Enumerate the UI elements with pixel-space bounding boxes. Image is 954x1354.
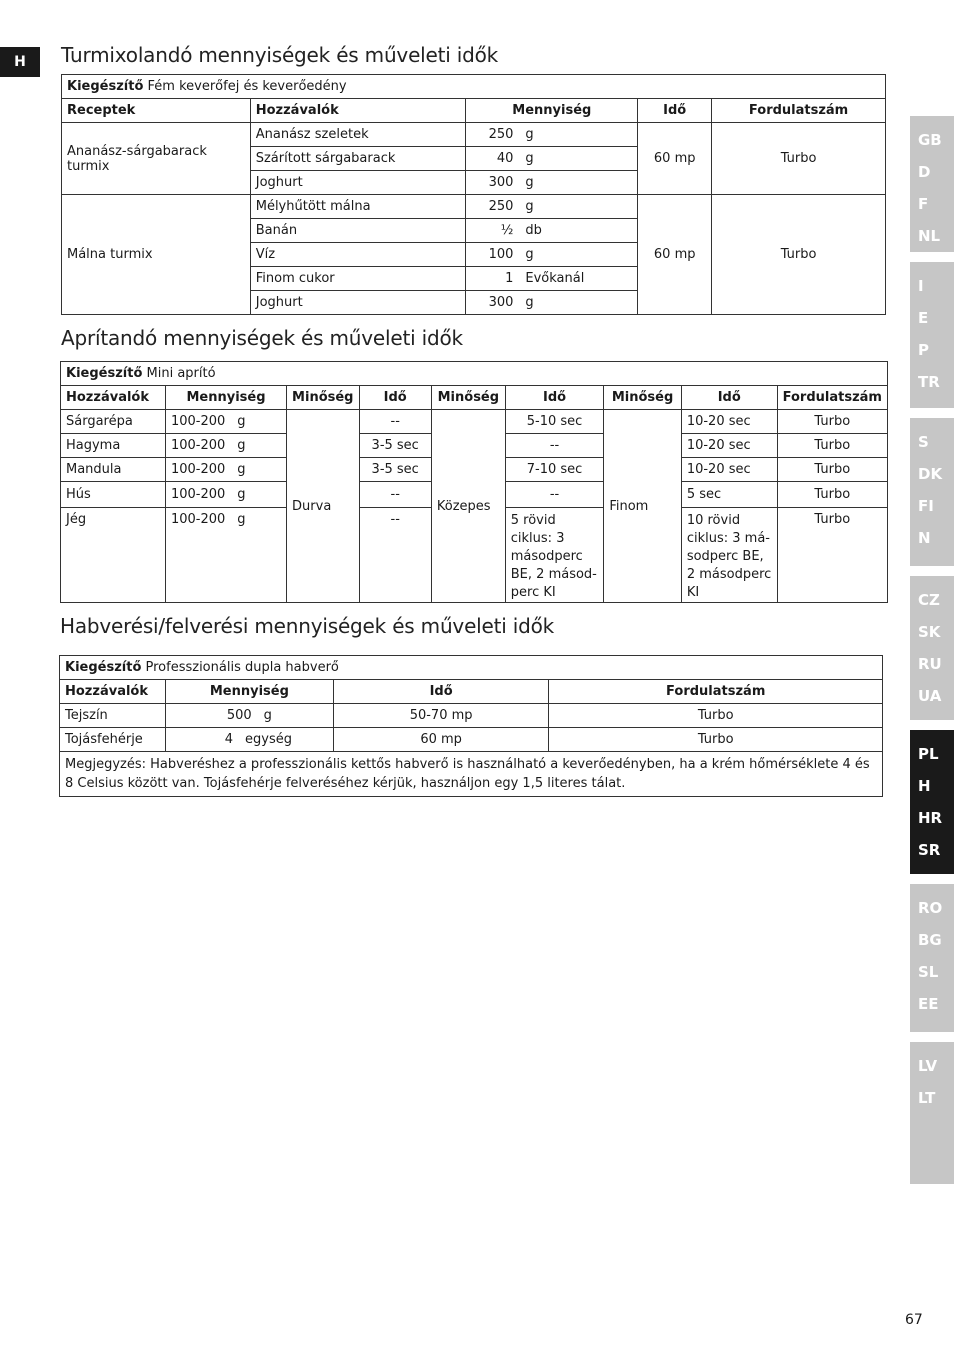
lang-code[interactable]: H bbox=[918, 777, 931, 795]
unit: g bbox=[237, 512, 246, 527]
unit: g bbox=[525, 199, 534, 214]
amount: 100-200 bbox=[170, 512, 226, 527]
ingredient: Hagyma bbox=[61, 434, 166, 458]
speed: Turbo bbox=[777, 410, 887, 434]
ingredient: Sárgarépa bbox=[61, 410, 166, 434]
col-header: Hozzávalók bbox=[61, 386, 166, 410]
amount: 100-200 bbox=[170, 487, 226, 502]
whip-caption-row bbox=[60, 656, 883, 680]
speed: Turbo bbox=[549, 728, 883, 752]
amount: 100 bbox=[488, 247, 514, 262]
table-row bbox=[61, 410, 888, 434]
time-medium: 5-10 sec bbox=[505, 410, 604, 434]
time: 50-70 mp bbox=[333, 704, 549, 728]
speed: Turbo bbox=[549, 704, 883, 728]
speed: Turbo bbox=[777, 482, 887, 508]
ingredient: Szárított sárgabarack bbox=[250, 147, 466, 171]
amount: 300 bbox=[488, 295, 514, 310]
lang-group bbox=[910, 262, 954, 408]
ingredient: Víz bbox=[250, 243, 466, 267]
ingredient: Mandula bbox=[61, 458, 166, 482]
lang-code[interactable]: LT bbox=[918, 1089, 936, 1107]
time-coarse: -- bbox=[359, 410, 431, 434]
unit: Evőkanál bbox=[525, 271, 585, 286]
time-fine: 5 sec bbox=[681, 482, 777, 508]
amount: 250 bbox=[488, 199, 514, 214]
ingredient: Tejszín bbox=[60, 704, 166, 728]
caption-label: Kiegészítő bbox=[67, 79, 144, 94]
ingredient: Banán bbox=[250, 219, 466, 243]
whip-section-title: Habverési/felverési mennyiségek és műveleti idők bbox=[60, 614, 555, 638]
col-header: Fordulatszám bbox=[549, 680, 883, 704]
col-header: Minőség bbox=[287, 386, 359, 410]
ingredient: Joghurt bbox=[250, 291, 466, 315]
lang-code[interactable]: DK bbox=[918, 465, 943, 483]
lang-code[interactable]: HR bbox=[918, 809, 943, 827]
quality-medium: Közepes bbox=[431, 410, 505, 603]
language-badge: H bbox=[0, 47, 40, 77]
ingredient: Hús bbox=[61, 482, 166, 508]
page-number: 67 bbox=[905, 1312, 923, 1328]
recipe-name: Málna turmix bbox=[62, 195, 251, 315]
lang-group-active bbox=[910, 730, 954, 874]
unit: g bbox=[237, 487, 246, 502]
speed: Turbo bbox=[777, 508, 887, 603]
lang-code[interactable]: PL bbox=[918, 745, 939, 763]
ingredient: Ananász szeletek bbox=[250, 123, 466, 147]
lang-code[interactable]: SL bbox=[918, 963, 939, 981]
time-coarse: -- bbox=[359, 482, 431, 508]
whip-header-row bbox=[60, 680, 883, 704]
chop-section-title: Aprítandó mennyiségek és műveleti idők bbox=[61, 326, 463, 350]
lang-code[interactable]: I bbox=[918, 277, 924, 295]
ingredient: Finom cukor bbox=[250, 267, 466, 291]
col-header: Hozzávalók bbox=[250, 99, 466, 123]
col-header: Mennyiség bbox=[165, 680, 333, 704]
lang-code[interactable]: N bbox=[918, 529, 931, 547]
blend-header-row bbox=[62, 99, 886, 123]
unit: g bbox=[237, 462, 246, 477]
time-coarse: 3-5 sec bbox=[359, 458, 431, 482]
blend-table bbox=[61, 74, 886, 315]
table-row bbox=[62, 123, 886, 147]
time-coarse: 3-5 sec bbox=[359, 434, 431, 458]
lang-group bbox=[910, 884, 954, 1032]
amount: 100-200 bbox=[170, 462, 226, 477]
note-row bbox=[60, 752, 883, 797]
unit: g bbox=[525, 247, 534, 262]
amount: 40 bbox=[496, 151, 514, 166]
lang-code[interactable]: BG bbox=[918, 931, 942, 949]
time-fine: 10-20 sec bbox=[681, 434, 777, 458]
lang-code[interactable]: P bbox=[918, 341, 929, 359]
time-coarse: -- bbox=[359, 508, 431, 603]
lang-code[interactable]: EE bbox=[918, 995, 939, 1013]
lang-code[interactable]: GB bbox=[918, 131, 942, 149]
col-header: Fordulatszám bbox=[712, 99, 886, 123]
unit: g bbox=[237, 414, 246, 429]
col-header: Idő bbox=[638, 99, 712, 123]
unit: g bbox=[525, 295, 534, 310]
lang-code[interactable]: E bbox=[918, 309, 929, 327]
col-header: Minőség bbox=[431, 386, 505, 410]
chop-table bbox=[60, 361, 888, 603]
lang-code[interactable]: NL bbox=[918, 227, 941, 245]
caption-text: Professzionális dupla habverő bbox=[141, 660, 339, 675]
amount: ½ bbox=[500, 223, 514, 238]
lang-code[interactable]: S bbox=[918, 433, 929, 451]
unit: g bbox=[263, 708, 272, 723]
lang-code[interactable]: F bbox=[918, 195, 929, 213]
chop-caption-row bbox=[61, 362, 888, 386]
time: 60 mp bbox=[333, 728, 549, 752]
amount: 100-200 bbox=[170, 438, 226, 453]
chop-header-row bbox=[61, 386, 888, 410]
unit: g bbox=[237, 438, 246, 453]
table-row bbox=[62, 195, 886, 219]
col-header: Mennyiség bbox=[466, 99, 638, 123]
lang-group bbox=[910, 418, 954, 566]
lang-code[interactable]: RU bbox=[918, 655, 942, 673]
col-header: Minőség bbox=[604, 386, 682, 410]
lang-code[interactable]: FI bbox=[918, 497, 934, 515]
unit: g bbox=[525, 151, 534, 166]
table-row bbox=[60, 728, 883, 752]
lang-code[interactable]: SK bbox=[918, 623, 941, 641]
amount: 300 bbox=[488, 175, 514, 190]
blend-section-title: Turmixolandó mennyiségek és műveleti idők bbox=[61, 43, 499, 67]
time-medium: 5 rövid ciklus: 3 másodperc BE, 2 másod-perc KI bbox=[505, 508, 604, 603]
lang-code[interactable]: UA bbox=[918, 687, 942, 705]
unit: g bbox=[525, 175, 534, 190]
language-sidebar bbox=[910, 116, 954, 1194]
unit: egység bbox=[245, 732, 293, 747]
blend-caption-row bbox=[62, 75, 886, 99]
amount: 4 bbox=[224, 732, 234, 747]
lang-group bbox=[910, 576, 954, 720]
amount: 250 bbox=[488, 127, 514, 142]
lang-code[interactable]: LV bbox=[918, 1057, 938, 1075]
unit: g bbox=[525, 127, 534, 142]
note-text: Megjegyzés: Habveréshez a professzionális kettős habverő is használható a keverőedényben, ha a krém hőmérséklete 4 és 8 Celsius között van. Tojásfehérje felveréséhez kérjük, használjon egy 1,5 literes tálat. bbox=[60, 752, 883, 797]
quality-coarse: Durva bbox=[287, 410, 359, 603]
table-row bbox=[60, 704, 883, 728]
caption-label: Kiegészítő bbox=[66, 366, 143, 381]
col-header: Fordulatszám bbox=[777, 386, 887, 410]
whip-table bbox=[59, 655, 883, 797]
col-header: Idő bbox=[505, 386, 604, 410]
lang-code[interactable]: D bbox=[918, 163, 931, 181]
ingredient: Mélyhűtött málna bbox=[250, 195, 466, 219]
ingredient: Jég bbox=[61, 508, 166, 603]
lang-code[interactable]: CZ bbox=[918, 591, 940, 609]
lang-code[interactable]: RO bbox=[918, 899, 943, 917]
speed: Turbo bbox=[777, 434, 887, 458]
ingredient: Tojásfehérje bbox=[60, 728, 166, 752]
amount: 500 bbox=[226, 708, 252, 723]
time: 60 mp bbox=[638, 123, 712, 195]
col-header: Hozzávalók bbox=[60, 680, 166, 704]
col-header: Idő bbox=[681, 386, 777, 410]
lang-group bbox=[910, 116, 954, 252]
quality-fine: Finom bbox=[604, 410, 682, 603]
recipe-name: Ananász-sárgabarack turmix bbox=[62, 123, 251, 195]
amount: 100-200 bbox=[170, 414, 226, 429]
amount: 1 bbox=[505, 271, 514, 286]
time-fine: 10-20 sec bbox=[681, 458, 777, 482]
caption-text: Fém keverőfej és keverőedény bbox=[143, 79, 347, 94]
unit: db bbox=[525, 223, 542, 238]
lang-group bbox=[910, 1042, 954, 1184]
speed: Turbo bbox=[712, 123, 886, 195]
time: 60 mp bbox=[638, 195, 712, 315]
col-header: Receptek bbox=[62, 99, 251, 123]
time-medium: -- bbox=[505, 482, 604, 508]
time-fine: 10-20 sec bbox=[681, 410, 777, 434]
time-fine: 10 rövid ciklus: 3 má-sodperc BE, 2 másodperc KI bbox=[681, 508, 777, 603]
col-header: Idő bbox=[333, 680, 549, 704]
lang-code[interactable]: TR bbox=[918, 373, 940, 391]
caption-text: Mini aprító bbox=[142, 366, 216, 381]
lang-code[interactable]: SR bbox=[918, 841, 941, 859]
time-medium: 7-10 sec bbox=[505, 458, 604, 482]
ingredient: Joghurt bbox=[250, 171, 466, 195]
caption-label: Kiegészítő bbox=[65, 660, 142, 675]
col-header: Mennyiség bbox=[165, 386, 286, 410]
time-medium: -- bbox=[505, 434, 604, 458]
speed: Turbo bbox=[712, 195, 886, 315]
col-header: Idő bbox=[359, 386, 431, 410]
speed: Turbo bbox=[777, 458, 887, 482]
